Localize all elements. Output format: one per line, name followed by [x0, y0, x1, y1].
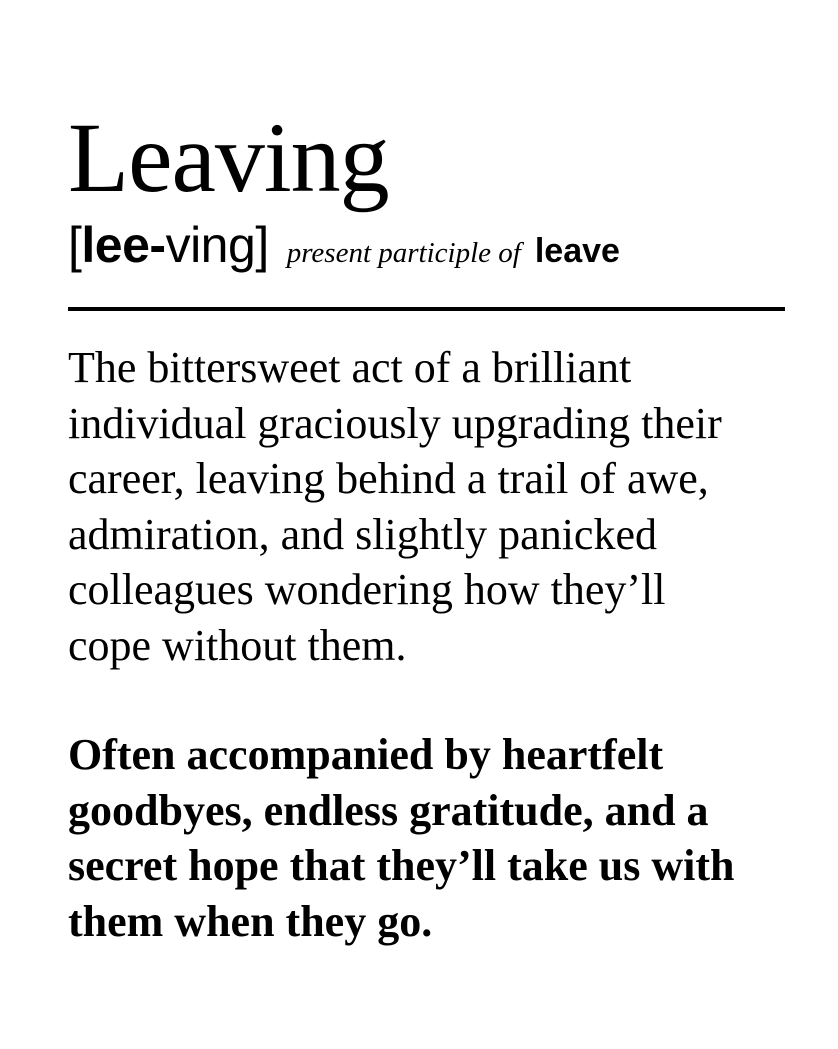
definition-line: The bittersweet act of a brilliant: [68, 343, 632, 392]
definition-line: cope without them.: [68, 620, 407, 670]
pronunciation: [68, 217, 269, 273]
divider-rule: [68, 307, 785, 311]
pronunciation-unstressed-syllable: ving: [165, 217, 256, 273]
pronunciation-line: [68, 217, 620, 284]
part-of-speech: present participle of: [286, 237, 521, 269]
definition-line: individual graciously upgrading their: [68, 398, 722, 448]
pronunciation-close-bracket: ]: [255, 217, 269, 273]
pronunciation-open-bracket: [: [68, 217, 82, 273]
root-word: leave: [534, 232, 620, 270]
headword: Leaving: [68, 102, 389, 213]
pronunciation-stressed-syllable: lee-: [81, 217, 166, 273]
usage-note-line: goodbyes, endless gratitude, and a: [68, 785, 709, 835]
usage-note-line: Often accompanied by heartfelt: [68, 730, 664, 779]
usage-note-line: them when they go.: [68, 896, 433, 946]
usage-note-line: secret hope that they’ll take us with: [68, 841, 735, 890]
definition-line: colleagues wondering how they’ll: [68, 565, 666, 614]
definition-line: career, leaving behind a trail of awe,: [68, 454, 709, 503]
usage-note: [68, 727, 808, 949]
definition-line: admiration, and slightly panicked: [68, 509, 657, 559]
definition-text: [68, 340, 798, 673]
